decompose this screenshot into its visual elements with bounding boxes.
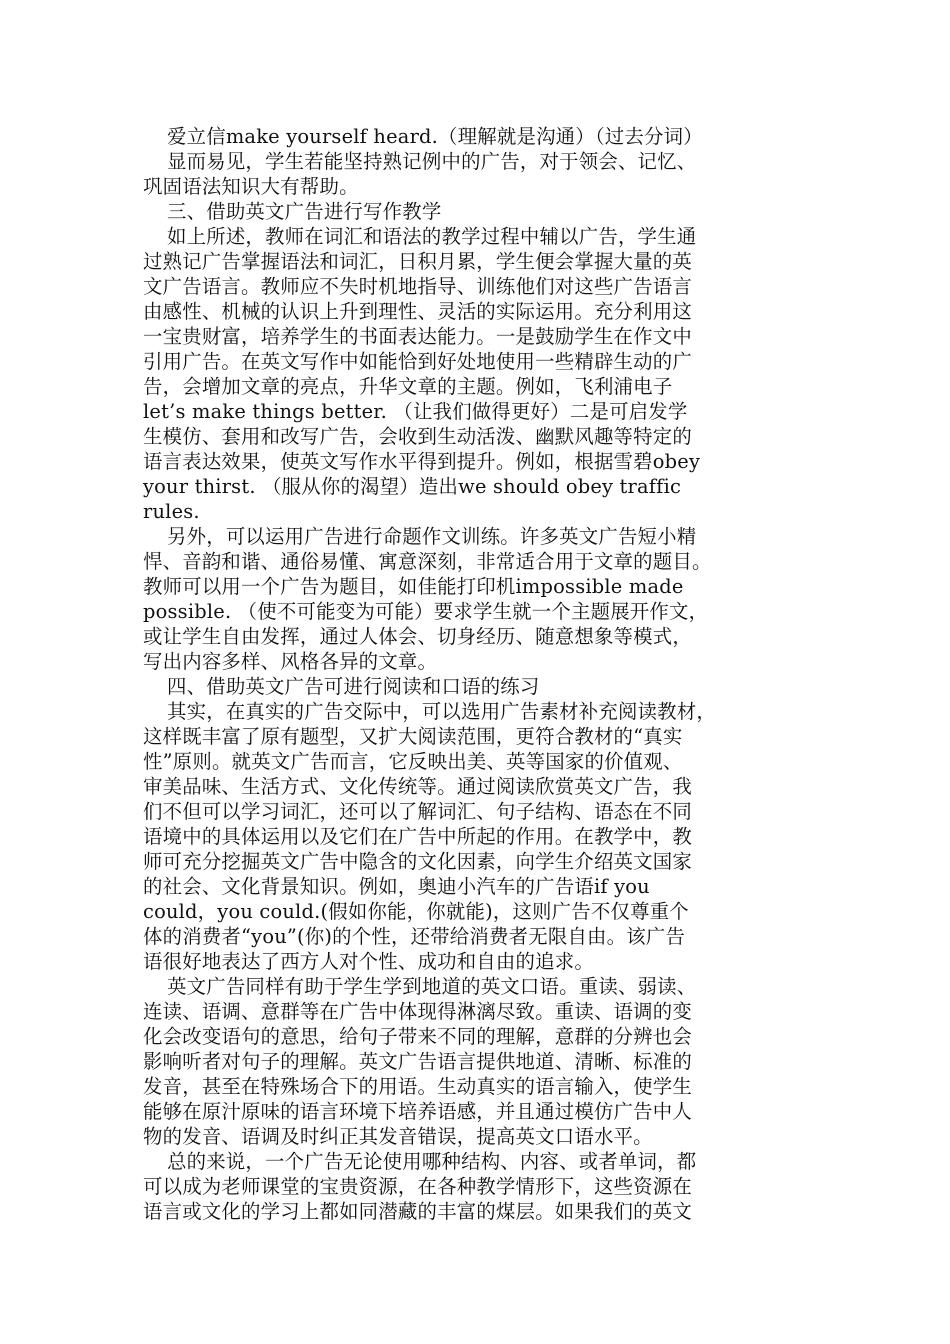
text-line: 化会改变语句的意思，给句子带来不同的理解，意群的分辨也会: [143, 1025, 692, 1048]
text-line: 物的发音、语调及时纠正其发音错误，提高英文口语水平。: [143, 1125, 653, 1148]
text-line: 师可充分挖掘英文广告中隐含的文化因素，向学生介绍英文国家: [143, 850, 692, 873]
text-line: 审美品味、生活方式、文化传统等。通过阅读欣赏英文广告，我: [143, 775, 692, 798]
text-line: 四、借助英文广告可进行阅读和口语的练习: [167, 675, 540, 698]
text-line: 三、借助英文广告进行写作教学: [167, 200, 442, 223]
text-line: 告，会增加文章的亮点，升华文章的主题。例如，飞利浦电子: [143, 375, 673, 398]
text-line: 们不但可以学习词汇，还可以了解词汇、句子结构、语态在不同: [143, 800, 692, 823]
text-line: 悍、音韵和谐、通俗易懂、寓意深刻，非常适合用于文章的题目。: [143, 550, 712, 573]
text-line: rules.: [143, 500, 200, 523]
text-line: 语境中的具体运用以及它们在广告中所起的作用。在教学中，教: [143, 825, 692, 848]
text-line: 引用广告。在英文写作中如能恰到好处地使用一些精辟生动的广: [143, 350, 692, 373]
text-line: your thirst. （服从你的渴望）造出we should obey traffic: [143, 475, 682, 498]
text-line: 语言或文化的学习上都如同潜藏的丰富的煤层。如果我们的英文: [143, 1200, 692, 1223]
text-line: 如上所述，教师在词汇和语法的教学过程中辅以广告，学生通: [167, 225, 697, 248]
text-line: 性”原则。就英文广告而言，它反映出美、英等国家的价值观、: [143, 750, 683, 773]
text-line: let’s make things better. （让我们做得更好）二是可启发学: [143, 400, 688, 423]
text-line: 总的来说，一个广告无论使用哪种结构、内容、或者单词，都: [167, 1150, 697, 1173]
text-line: 其实，在真实的广告交际中，可以选用广告素材补充阅读教材，: [167, 700, 716, 723]
text-line: 可以成为老师课堂的宝贵资源，在各种教学情形下，这些资源在: [143, 1175, 692, 1198]
text-line: 写出内容多样、风格各异的文章。: [143, 650, 438, 673]
text-line: possible. （使不可能变为可能）要求学生就一个主题展开作文，: [143, 600, 709, 623]
document-body: [143, 124, 793, 1224]
text-line: 另外，可以运用广告进行命题作文训练。许多英文广告短小精: [167, 525, 697, 548]
text-line: 英文广告同样有助于学生学到地道的英文口语。重读、弱读、: [167, 975, 697, 998]
text-line: 显而易见，学生若能坚持熟记例中的广告，对于领会、记忆、: [167, 150, 697, 173]
text-line: could，you could.(假如你能，你就能)，这则广告不仅尊重个: [143, 900, 689, 923]
text-line: 能够在原汁原味的语言环境下培养语感，并且通过模仿广告中人: [143, 1100, 692, 1123]
text-line: 语很好地表达了西方人对个性、成功和自由的追求。: [143, 950, 594, 973]
text-line: 或让学生自由发挥，通过人体会、切身经历、随意想象等模式，: [143, 625, 692, 648]
text-line: 爱立信make yourself heard.（理解就是沟通）（过去分词）: [167, 125, 703, 148]
text-line: 连读、语调、意群等在广告中体现得淋漓尽致。重读、语调的变: [143, 1000, 692, 1023]
text-line: 生模仿、套用和改写广告，会收到生动活泼、幽默风趣等特定的: [143, 425, 692, 448]
text-line: 体的消费者“you”(你)的个性，还带给消费者无限自由。该广告: [143, 925, 686, 948]
text-line: 由感性、机械的认识上升到理性、灵活的实际运用。充分利用这: [143, 300, 692, 323]
text-line: 的社会、文化背景知识。例如，奥迪小汽车的广告语if you: [143, 875, 650, 898]
text-line: 语言表达效果，使英文写作水平得到提升。例如，根据雪碧obey: [143, 450, 701, 473]
text-line: 影响听者对句子的理解。英文广告语言提供地道、清晰、标准的: [143, 1050, 692, 1073]
text-line: 发音，甚至在特殊场合下的用语。生动真实的语言输入，使学生: [143, 1075, 692, 1098]
text-line: 过熟记广告掌握语法和词汇，日积月累，学生便会掌握大量的英: [143, 250, 692, 273]
text-line: 这样既丰富了原有题型，又扩大阅读范围，更符合教材的“真实: [143, 725, 683, 748]
text-line: 一宝贵财富，培养学生的书面表达能力。一是鼓励学生在作文中: [143, 325, 692, 348]
text-line: 教师可以用一个广告为题目，如佳能打印机impossible made: [143, 575, 684, 598]
text-line: 巩固语法知识大有帮助。: [143, 175, 359, 198]
text-line: 文广告语言。教师应不失时机地指导、训练他们对这些广告语言: [143, 275, 692, 298]
